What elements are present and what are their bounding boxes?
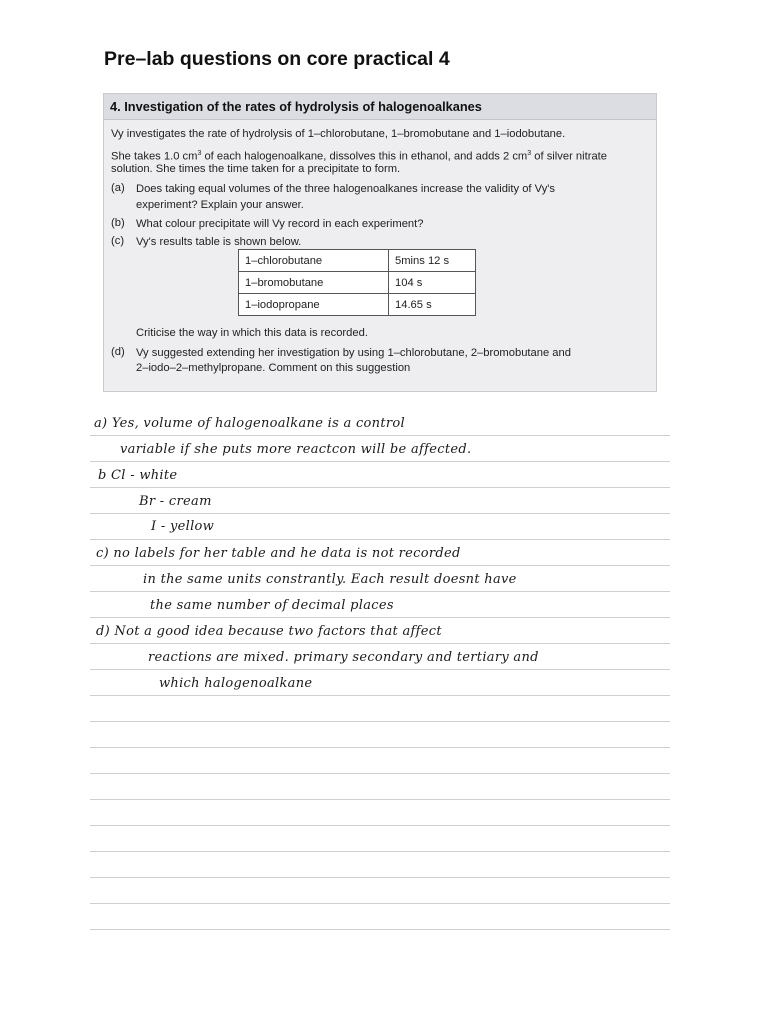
ruled-line [90, 851, 670, 852]
handwritten-answer-c-line-3: the same number of decimal places [150, 598, 394, 613]
part-a-line-1: Does taking equal volumes of the three halogenoalkanes increase the validity of Vy's [136, 183, 556, 195]
table-cell-compound: 1–iodopropane [239, 294, 389, 316]
part-d-line-2: 2–iodo–2–methylpropane. Comment on this suggestion [136, 362, 411, 374]
ruled-line [90, 773, 670, 774]
part-d-label: (d) [111, 346, 125, 358]
intro-line-1: Vy investigates the rate of hydrolysis of 1–chlorobutane, 1–bromobutane and 1–iodobutane. [111, 128, 566, 140]
ruled-line [90, 435, 670, 436]
ruled-line [90, 643, 670, 644]
handwritten-answer-a-line-2: variable if she puts more reactcon will be affected. [120, 442, 472, 457]
part-c-text: Vy's results table is shown below. [136, 236, 302, 248]
part-b-label: (b) [111, 217, 125, 229]
table-row [239, 294, 476, 316]
ruled-line [90, 903, 670, 904]
ruled-line [90, 487, 670, 488]
results-table [238, 249, 476, 316]
question-header [104, 94, 656, 120]
part-a-label: (a) [111, 182, 125, 194]
question-heading: 4. Investigation of the rates of hydrolysis of halogenoalkanes [110, 99, 482, 114]
ruled-line [90, 669, 670, 670]
question-box [103, 93, 657, 392]
ruled-line [90, 539, 670, 540]
table-cell-time: 5mins 12 s [389, 250, 476, 272]
ruled-line [90, 747, 670, 748]
table-cell-time: 14.65 s [389, 294, 476, 316]
part-d-line-1: Vy suggested extending her investigation by using 1–chlorobutane, 2–bromobutane and [136, 347, 571, 359]
handwritten-answer-b-line-1: b Cl - white [98, 468, 178, 483]
part-c-label: (c) [111, 235, 125, 247]
ruled-line [90, 461, 670, 462]
table-cell-compound: 1–bromobutane [239, 272, 389, 294]
table-cell-time: 104 s [389, 272, 476, 294]
handwritten-answer-d-line-3: which halogenoalkane [159, 676, 313, 691]
part-c-after: Criticise the way in which this data is recorded. [136, 327, 368, 339]
intro-line-3: solution. She times the time taken for a precipitate to form. [111, 163, 401, 175]
part-b-text: What colour precipitate will Vy record in each experiment? [136, 218, 424, 230]
ruled-line [90, 825, 670, 826]
handwritten-answer-d-line-2: reactions are mixed. primary secondary and tertiary and [148, 650, 539, 665]
handwritten-answer-a-line-1: a) Yes, volume of halogenoalkane is a control [94, 416, 405, 431]
page-title: Pre–lab questions on core practical 4 [104, 48, 450, 70]
ruled-line [90, 721, 670, 722]
ruled-line [90, 929, 670, 930]
ruled-line [90, 617, 670, 618]
handwritten-answer-c-line-2: in the same units constrantly. Each result doesnt have [143, 572, 517, 587]
ruled-line [90, 591, 670, 592]
intro-line-2: She takes 1.0 $cm^3$ of each halogenoalkane, dissolves this in ethanol, and adds 2 $cm^3$ of silver nitrate [111, 150, 608, 163]
ruled-line [90, 877, 670, 878]
ruled-line [90, 513, 670, 514]
handwritten-answer-d-line-1: d) Not a good idea because two factors that affect [96, 624, 442, 639]
part-a-line-2: experiment? Explain your answer. [136, 199, 304, 211]
handwritten-answer-c-line-1: c) no labels for her table and he data is not recorded [96, 546, 461, 561]
handwritten-answer-b-line-3: I - yellow [151, 519, 215, 534]
ruled-line [90, 565, 670, 566]
ruled-line [90, 799, 670, 800]
table-cell-compound: 1–chlorobutane [239, 250, 389, 272]
table-row [239, 272, 476, 294]
handwritten-answer-b-line-2: Br - cream [139, 494, 212, 509]
table-row [239, 250, 476, 272]
ruled-line [90, 695, 670, 696]
